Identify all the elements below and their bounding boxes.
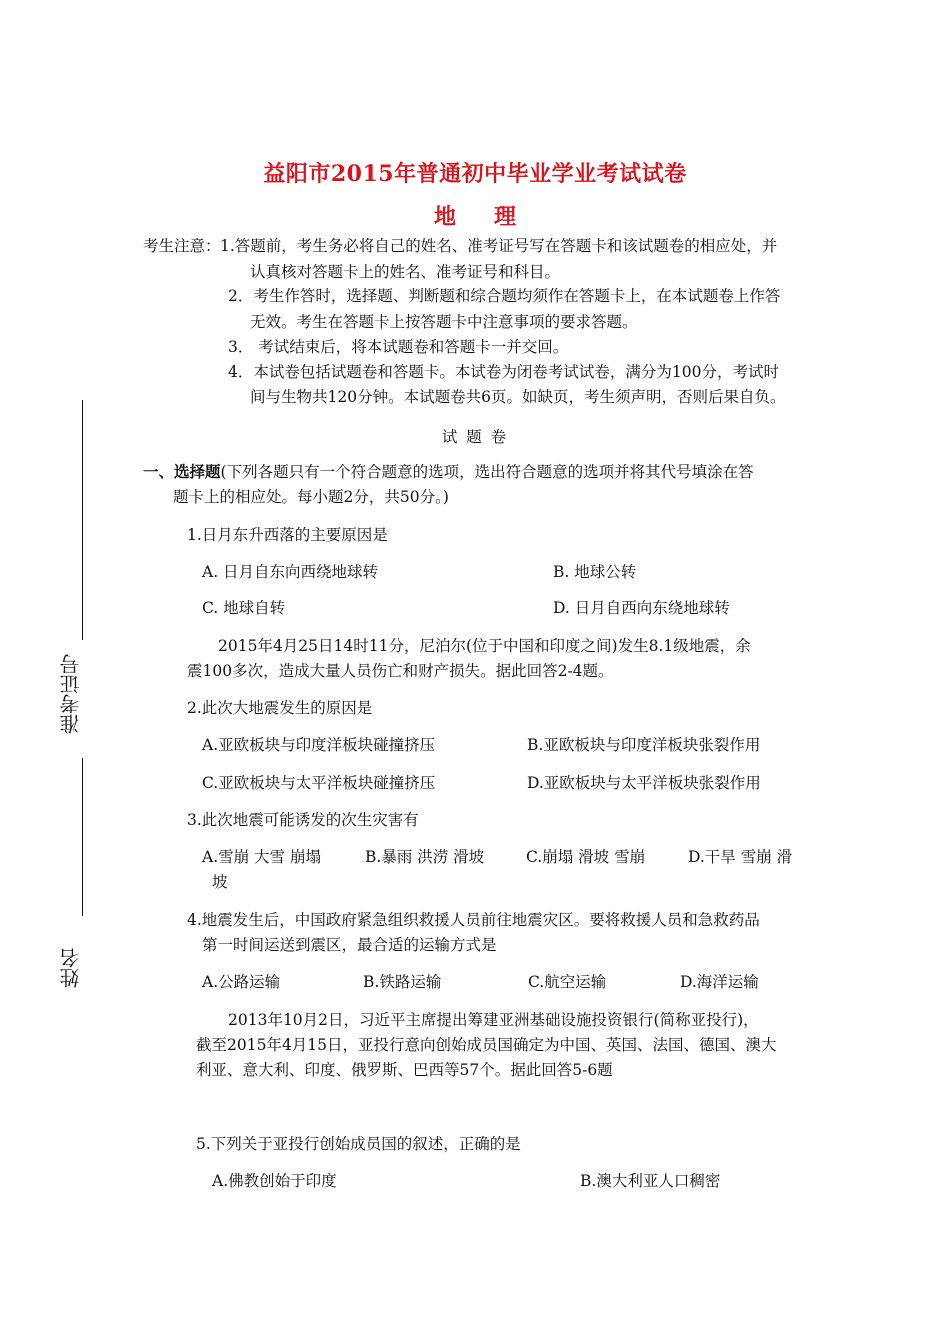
- q2-stem: 2.此次大地震发生的原因是: [187, 699, 373, 717]
- q2-option-a: A.亚欧板块与印度洋板块碰撞挤压: [202, 736, 436, 754]
- name-label: 姓名: [59, 948, 83, 988]
- q1-option-b: B. 地球公转: [553, 563, 637, 581]
- q3-option-b: B.暴雨 洪涝 滑坡: [365, 848, 485, 866]
- notice-label: 考生注意：: [143, 237, 221, 255]
- q4-option-c: C.航空运输: [528, 973, 607, 991]
- section-1-desc-line-2: 题卡上的相应处。每小题2分，共50分。): [173, 488, 449, 506]
- q3-option-d-continued: 坡: [212, 873, 228, 891]
- passage-2-line-2: 截至2015年4月15日，亚投行意向创始成员国确定为中国、英国、法国、德国、澳大: [196, 1036, 777, 1054]
- q2-option-c: C.亚欧板块与太平洋板块碰撞挤压: [202, 774, 436, 792]
- exam-subject: 地理: [433, 204, 554, 230]
- section-1-desc-line-1: (下列各题只有一个符合题意的选项，选出符合题意的选项并将其代号填涂在答: [220, 463, 754, 481]
- notice-item-4-line-1: 4．本试卷包括试题卷和答题卡。本试卷为闭卷考试试卷，满分为100分，考试时: [228, 363, 779, 381]
- q1-option-c: C. 地球自转: [202, 599, 286, 617]
- binding-line-middle: [82, 758, 83, 916]
- exam-title: 益阳市2015年普通初中毕业学业考试试卷: [263, 161, 687, 187]
- q5-stem: 5.下列关于亚投行创始成员国的叙述，正确的是: [196, 1135, 521, 1153]
- q5-option-b: B.澳大利亚人口稠密: [580, 1172, 721, 1190]
- notice-item-3: 3． 考试结束后，将本试题卷和答题卡一并交回。: [228, 338, 569, 356]
- exam-id-label: 准考证号: [59, 654, 83, 734]
- q4-stem-line-1: 4.地震发生后，中国政府紧急组织救援人员前往地震灾区。要将救援人员和急救药品: [187, 911, 760, 929]
- q3-option-d: D.干旱 雪崩 滑: [688, 848, 793, 866]
- q1-stem: 1.日月东升西落的主要原因是: [187, 526, 388, 544]
- notice-item-4-line-2: 间与生物共120分钟。本试题卷共6页。如缺页，考生须声明，否则后果自负。: [250, 388, 786, 406]
- paper-label: 试 题 卷: [441, 428, 509, 446]
- q3-option-c: C.崩塌 滑坡 雪崩: [526, 848, 646, 866]
- notice-item-1-line-2: 认真核对答题卡上的姓名、准考证号和科目。: [250, 263, 561, 281]
- q1-option-d: D. 日月自西向东绕地球转: [553, 599, 730, 617]
- q3-option-a: A.雪崩 大雪 崩塌: [202, 848, 321, 866]
- section-1-header: [143, 462, 754, 482]
- q4-option-d: D.海洋运输: [680, 973, 759, 991]
- notice-item-2-line-1: 2．考生作答时，选择题、判断题和综合题均须作在答题卡上，在本试题卷上作答: [228, 287, 781, 305]
- q2-option-d: D.亚欧板块与太平洋板块张裂作用: [527, 774, 761, 792]
- notice-item-1-line-1: 1.答题前，考生务必将自己的姓名、准考证号写在答题卡和该试题卷的相应处，并: [220, 237, 778, 255]
- section-1-prefix: 一、: [143, 462, 175, 481]
- q4-stem-line-2: 第一时间运送到震区，最合适的运输方式是: [202, 936, 497, 954]
- passage-2-line-3: 利亚、意大利、印度、俄罗斯、巴西等57个。据此回答5-6题: [196, 1061, 613, 1079]
- q3-stem: 3.此次地震可能诱发的次生灾害有: [187, 811, 419, 829]
- q5-option-a: A.佛教创始于印度: [212, 1172, 337, 1190]
- section-1-title: 选择题: [174, 462, 221, 481]
- q4-option-a: A.公路运输: [202, 973, 281, 991]
- passage-1-line-1: 2015年4月25日14时11分，尼泊尔(位于中国和印度之间)发生8.1级地震，余: [218, 637, 751, 655]
- notice-item-2-line-2: 无效。考生在答题卡上按答题卡中注意事项的要求答题。: [250, 313, 638, 331]
- passage-1-line-2: 震100多次，造成大量人员伤亡和财产损失。据此回答2-4题。: [187, 662, 614, 680]
- q2-option-b: B.亚欧板块与印度洋板块张裂作用: [527, 736, 761, 754]
- q1-option-a: A. 日月自东向西绕地球转: [202, 563, 379, 581]
- passage-2-line-1: 2013年10月2日，习近平主席提出筹建亚洲基础设施投资银行(简称亚投行)，: [228, 1011, 759, 1029]
- q4-option-b: B.铁路运输: [363, 973, 442, 991]
